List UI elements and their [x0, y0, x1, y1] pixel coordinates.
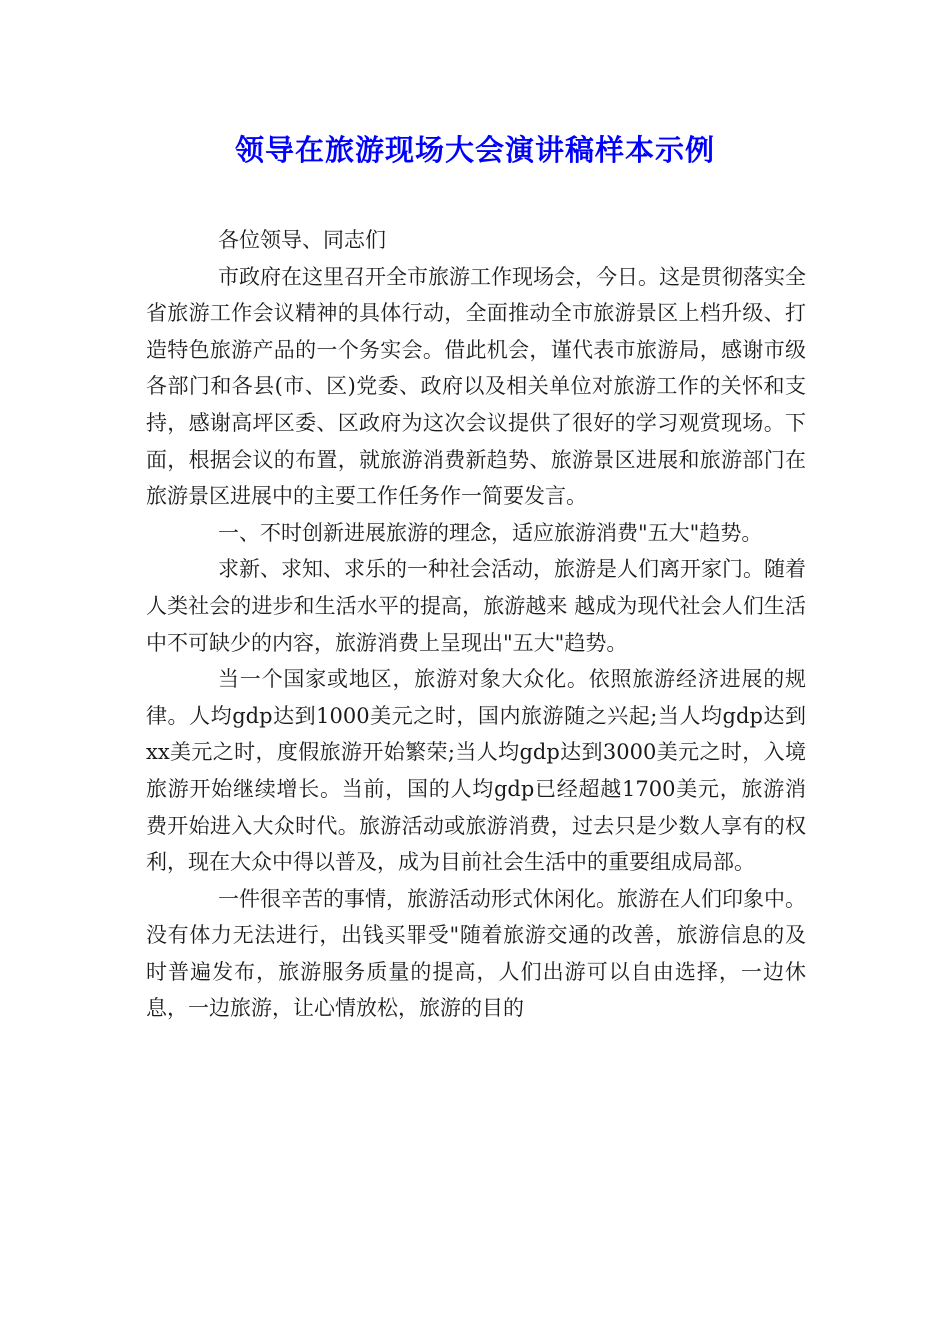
document-body	[146, 222, 806, 1027]
paragraph-opening: 市政府在这里召开全市旅游工作现场会，今日。这是贯彻落实全省旅游工作会议精神的具体行动，全面推动全市旅游景区上档升级、打造特色旅游产品的一个务实会。借此机会，谨代表市旅游局，感谢市级各部门和各县(市、区)党委、政府以及相关单位对旅游工作的关怀和支持，感谢高坪区委、区政府为这次会议提供了很好的学习观赏现场。下面，根据会议的布置，就旅游消费新趋势、旅游景区进展和旅游部门在旅游景区进展中的主要工作任务作一简要发言。	[146, 264, 806, 509]
paragraph-leisure: 一件很辛苦的事情，旅游活动形式休闲化。旅游在人们印象中。没有体力无法进行，出钱买罪受"随着旅游交通的改善，旅游信息的及时普遍发布，旅游服务质量的提高，人们出游可以自由选择，一边休息，一边旅游，让心情放松，旅游的目的	[146, 886, 806, 1021]
paragraph-salutation: 各位领导、同志们	[218, 228, 386, 252]
paragraph-popularization: 当一个国家或地区，旅游对象大众化。依照旅游经济进展的规律。人均gdp达到1000美元之时，国内旅游随之兴起;当人均gdp达到xx美元之时，度假旅游开始繁荣;当人均gdp达到3000美元之时，入境旅游开始继续增长。当前，国的人均gdp已经超越1700美元，旅游消费开始进入大众时代。旅游活动或旅游消费，过去只是少数人享有的权利，现在大众中得以普及，成为目前社会生活中的重要组成局部。	[146, 667, 806, 875]
paragraph-trends: 求新、求知、求乐的一种社会活动，旅游是人们离开家门。随着人类社会的进步和生活水平的提高，旅游越来 越成为现代社会人们生活中不可缺少的内容，旅游消费上呈现出"五大"趋势。	[146, 557, 806, 655]
section-heading: 一、不时创新进展旅游的理念，适应旅游消费"五大"趋势。	[218, 520, 763, 545]
document-title: 领导在旅游现场大会演讲稿样本示例	[234, 133, 715, 167]
